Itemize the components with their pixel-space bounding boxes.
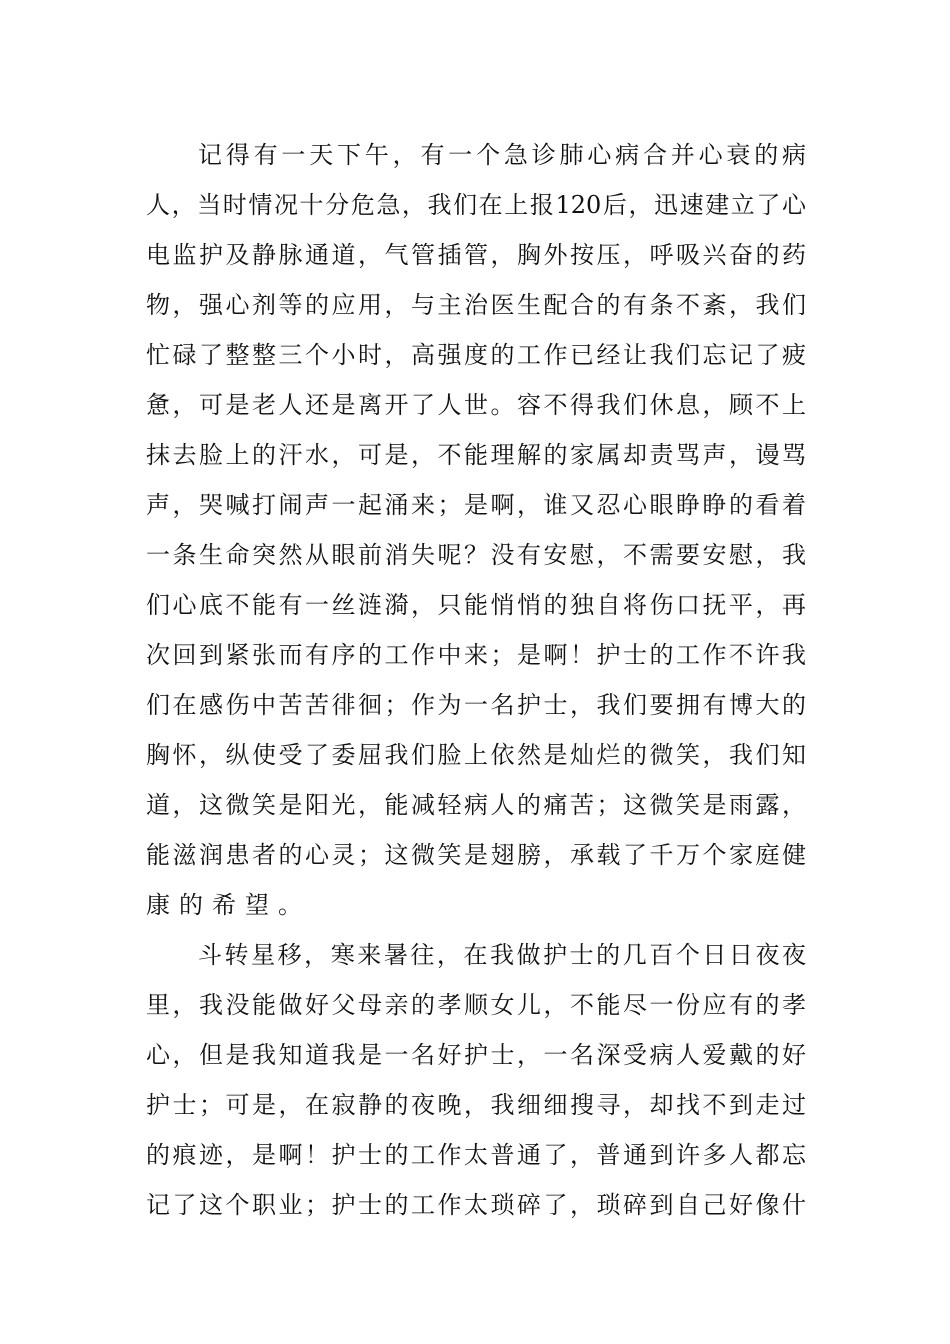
text-line: 心，但是我知道我是一名好护士，一名深受病人爱戴的好 xyxy=(146,1041,806,1069)
text-line: 里，我没能做好父母亲的孝顺女儿，不能尽一份应有的孝 xyxy=(146,991,806,1019)
text-line: 的痕迹，是啊！护士的工作太普通了，普通到许多人都忘 xyxy=(146,1141,806,1169)
text-line: 惫，可是老人还是离开了人世。容不得我们休息，顾不上 xyxy=(146,391,806,419)
text-line: 忙碌了整整三个小时，高强度的工作已经让我们忘记了疲 xyxy=(146,341,806,369)
text-line: 人，当时情况十分危急，我们在上报120后，迅速建立了心 xyxy=(146,191,806,219)
paragraph-1 xyxy=(146,134,806,934)
text-line: 声，哭喊打闹声一起涌来；是啊，谁又忍心眼睁睁的看着 xyxy=(146,491,806,519)
text-line: 物，强心剂等的应用，与主治医生配合的有条不紊，我们 xyxy=(146,291,806,319)
text-line: 们心底不能有一丝涟漪，只能悄悄的独自将伤口抚平，再 xyxy=(146,591,806,619)
text-line: 能滋润患者的心灵；这微笑是翅膀，承载了千万个家庭健 xyxy=(146,841,806,869)
document-page xyxy=(146,134,806,1234)
text-line: 康的希望。 xyxy=(146,891,311,919)
text-line: 抹去脸上的汗水，可是，不能理解的家属却责骂声，谩骂 xyxy=(146,441,806,469)
text-line: 护士；可是，在寂静的夜晚，我细细搜寻，却找不到走过 xyxy=(146,1091,806,1119)
text-line: 电监护及静脉通道，气管插管，胸外按压，呼吸兴奋的药 xyxy=(146,241,806,269)
text-line: 记得有一天下午，有一个急诊肺心病合并心衰的病 xyxy=(198,141,806,169)
text-line: 次回到紧张而有序的工作中来；是啊！护士的工作不许我 xyxy=(146,641,806,669)
text-line: 道，这微笑是阳光，能减轻病人的痛苦；这微笑是雨露， xyxy=(146,791,806,819)
text-line: 一条生命突然从眼前消失呢？没有安慰，不需要安慰，我 xyxy=(146,541,806,569)
text-line: 们在感伤中苦苦徘徊；作为一名护士，我们要拥有博大的 xyxy=(146,691,806,719)
text-line: 斗转星移，寒来暑往，在我做护士的几百个日日夜夜 xyxy=(198,941,806,969)
paragraph-2 xyxy=(146,934,806,1234)
text-line: 胸怀，纵使受了委屈我们脸上依然是灿烂的微笑，我们知 xyxy=(146,741,806,769)
text-line: 记了这个职业；护士的工作太琐碎了，琐碎到自己好像什 xyxy=(146,1191,806,1219)
